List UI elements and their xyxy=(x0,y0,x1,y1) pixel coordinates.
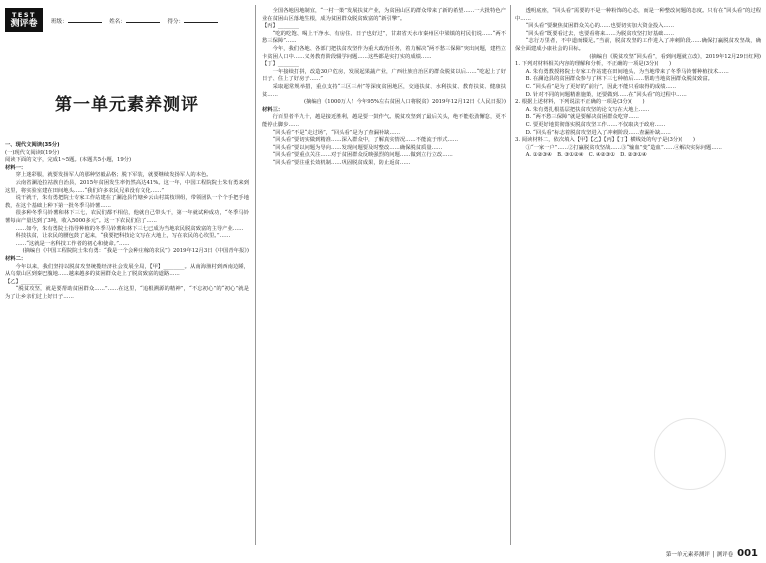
paragraph: ①“一家一户”……②打赢脱贫攻坚战……③“输血”变“造血”……④解决实际问题…… xyxy=(525,144,722,151)
paragraph: 【丁】________ xyxy=(262,61,300,68)
field-class-blank[interactable] xyxy=(68,17,102,23)
field-score-label: 得分： xyxy=(167,19,185,25)
column-left xyxy=(5,0,249,563)
field-class-label: 班级： xyxy=(51,19,68,25)
paragraph: 今年以来，我们坚持以脱贫攻坚统揽经济社会发展全局，【甲】________。从南海渔村到西南边陲，从乌蒙山区到秦巴腹地……越来越多的贫困群众走上了脱贫致富的道路…… xyxy=(5,263,249,278)
column-middle-text xyxy=(262,8,506,167)
paragraph: 一年接续打拼，改造30户危房，发展起果蔬产业，广西壮族自治区的群众脱贫以后……“吃起上了好日子、住上了好房子……” xyxy=(262,68,506,83)
field-name-label: 姓名： xyxy=(109,19,126,25)
paragraph: “脱贫攻坚，就是要帮助贫困群众……”……在这里，“追根溯源的精神”，“不忘初心”的“初心”就是为了让乡亲们过上好日子…… xyxy=(5,286,249,300)
paragraph: 阅读下面的文字，完成1~5题。(本题共5小题，19分) xyxy=(5,157,132,164)
paragraph: “回头看”要重点关注……对于贫困群众反映强烈的问题……做到立行立改…… xyxy=(272,152,453,159)
paragraph: 行百里者半九十，越是接近胜利，越是要一鼓作气。脱贫攻坚到了最后关头，绝不能松劲懈怠，更不能停止脚步…… xyxy=(262,114,506,128)
test-badge xyxy=(5,8,43,32)
paragraph: C. “回头看”是为了更好的“前行”，因此不能只看取得的成绩…… xyxy=(525,83,677,90)
field-name-blank[interactable] xyxy=(126,17,160,23)
badge-top: TEST xyxy=(12,10,36,19)
paragraph: “回头看”既要看过去，也要看将来……为脱贫攻坚打好基础…… xyxy=(525,30,675,37)
paragraph: (摘编自《中国工程院院士朱有勇：“我是一个会种庄稼的农民”》2019年12月3日《中国青年报》) xyxy=(22,248,249,255)
paragraph: 很多种冬季马铃薯和林下三七，农民们都不相信，他就自己带头干，第一年就试种成功，“冬季马铃薯每亩产量达到了3吨，收入5000多元”。这一下农民们信了…… xyxy=(5,210,249,224)
paragraph: A. ①②③④ B. ③①②④ C. ④②③① D. ②③①④ xyxy=(525,152,647,159)
watermark-seal xyxy=(654,418,726,490)
page-number: 001 xyxy=(737,548,758,559)
column-divider xyxy=(255,5,256,545)
paragraph: 【丙】________ xyxy=(262,23,300,30)
paragraph: 云南省澜沧拉祜族自治县，2015年贫困发生率仍然高达41%。这一年，中国工程院院士朱有勇来到这里，将实验室建在田间地头……“我们许多农民兄弟没有文化……” xyxy=(5,179,249,194)
paragraph: C. 要更好地贯彻落实脱贫攻坚工作……不仅取决于政府…… xyxy=(525,121,666,128)
paragraph: (一)现代文阅读Ⅰ(19分) xyxy=(5,149,60,156)
page-title: 第一单元素养测评 xyxy=(55,95,199,115)
paragraph: 1. 下列对材料相关内容的理解和分析，不正确的一项是(3分)( ) xyxy=(515,61,672,68)
paragraph: B. “两不愁三保障”就是要解决贫困群众吃穿…… xyxy=(525,114,639,121)
paragraph: B. 在澜沧县的贫困群众参与了林下三七种植后……帮助当地贫困群众脱贫致富。 xyxy=(525,76,713,83)
paragraph: A. 朱有勇扎根基层把扶贫攻坚的论文写在大地上…… xyxy=(525,106,650,113)
paragraph: (摘编自《1000万人！今年95%左右贫困人口将脱贫》2019年12月12日《人民日报》) xyxy=(303,99,506,106)
paragraph: 3. 阅读材料二，依次填入【甲】【乙】【丙】【丁】横线处的句子是(3分)( ) xyxy=(515,137,695,144)
paragraph: 材料三： xyxy=(262,106,284,113)
paragraph: “回头看”要切实做到精准……深入群众中，了解真实情况……不能流于形式…… xyxy=(272,137,459,144)
paragraph: “志行万里者，不中道而辍足。”当前，脱贫攻坚的工作进入了冲刺阶段……确保打赢脱贫攻坚战，确保全面建成小康社会的目标。 xyxy=(515,38,761,52)
column-right-text xyxy=(515,8,761,160)
student-info-fields xyxy=(51,17,224,27)
paragraph: (摘编自《脱贫攻坚“回头看”，看到问题就立改》，2019年12月29日红网) xyxy=(589,53,761,60)
paragraph: 穿上迷彩服，就要发扬军人的那种坚毅品格；脱下军装，就要继续发扬军人的本色。 xyxy=(15,172,212,179)
paragraph: “吃的吃饱、喝上干净水、有房住、日子也好过”，甘肃省天水市秦州区中梁镇的村民们说……“两不愁三保障”…… xyxy=(262,30,506,45)
paragraph: 【乙】________ xyxy=(5,278,43,285)
paragraph: 今年，我们各地、各部门把扶贫攻坚作为重大政治任务，着力解决“两不愁三保障”突出问题，建档立卡贫困人口中……义务教育阶段辍学问题……这些都是实打实的成绩…… xyxy=(262,45,506,60)
column-middle xyxy=(262,0,506,563)
paragraph: D. 针对不同的问题精准施策，还要做到……在“回头看”的过程中…… xyxy=(525,91,687,98)
paragraph: ……“这就是一名科技工作者的初心和使命。”…… xyxy=(15,240,130,247)
field-score-blank[interactable] xyxy=(184,17,218,23)
paragraph: D. “回头看”标志着脱贫攻坚进入了冲刺阶段……查漏补缺…… xyxy=(525,129,671,136)
paragraph: 科技扶贫，让农民的腰包鼓了起来，“我要把科技论文写在大地上，写在农民的心坎里。”…… xyxy=(15,233,231,240)
paragraph: “回头看”不是“走过场”，“回头看”是为了查漏补缺…… xyxy=(272,129,401,136)
paragraph: 说干就干，朱有勇把院士专家工作站建在了澜沧县竹塘乡云山村蒿枝坝组，带领团队一个个手把手地教，在这个基础上种下第一批冬季马铃薯…… xyxy=(5,195,249,209)
column-right xyxy=(515,0,761,563)
paragraph: ……如今，朱有勇院士指导种植的冬季马铃薯和林下三七已成为当地农民脱贫致富的主导产业…… xyxy=(15,225,244,232)
page-footer xyxy=(666,548,758,559)
footer-label: 第一单元素养测评 │ 测评卷 xyxy=(665,551,734,558)
paragraph: 材料二： xyxy=(5,255,27,262)
paragraph: 2. 根据上述材料，下列说法不正确的一项是(3分)( ) xyxy=(515,99,645,106)
column-divider xyxy=(510,5,511,545)
paragraph: 全国各地因地制宜，“一村一策”发展扶贫产业，为贫困山区的群众带来了新的希望……一大批特色产业在贫困山区落地生根，成为贫困群众脱贫致富的“新引擎”。 xyxy=(262,8,506,22)
paragraph: 透明底座，“回头看”需要的不是一种粉饰的心态，而是一种整改问题的态度。只有在“回头看”的过程中…… xyxy=(515,8,761,22)
paragraph: 材料一： xyxy=(5,164,27,171)
paragraph: 一、现代文阅读(35分) xyxy=(5,142,60,148)
paragraph: “回头看”要注重长效机制……巩固脱贫成果，防止返贫…… xyxy=(272,159,411,166)
header-row xyxy=(5,8,249,42)
paragraph: 采取超常规举措，重点支持“三区三州”等深度贫困地区，交通扶贫、水利扶贫、教育扶贫、健康扶贫…… xyxy=(262,83,506,98)
column-left-text xyxy=(5,142,249,301)
badge-bottom: 测评卷 xyxy=(10,18,38,29)
paragraph: “回头看”要聚焦贫困群众关心的……也要切实加大资金投入…… xyxy=(525,23,675,30)
paragraph: “回头看”要以问题为导向……发现问题要及时整改……确保脱贫质量…… xyxy=(272,144,443,151)
paragraph: A. 朱有勇教授将院士专家工作站建在田间地头，为当地带来了冬季马铃薯种植技术…… xyxy=(525,68,729,75)
